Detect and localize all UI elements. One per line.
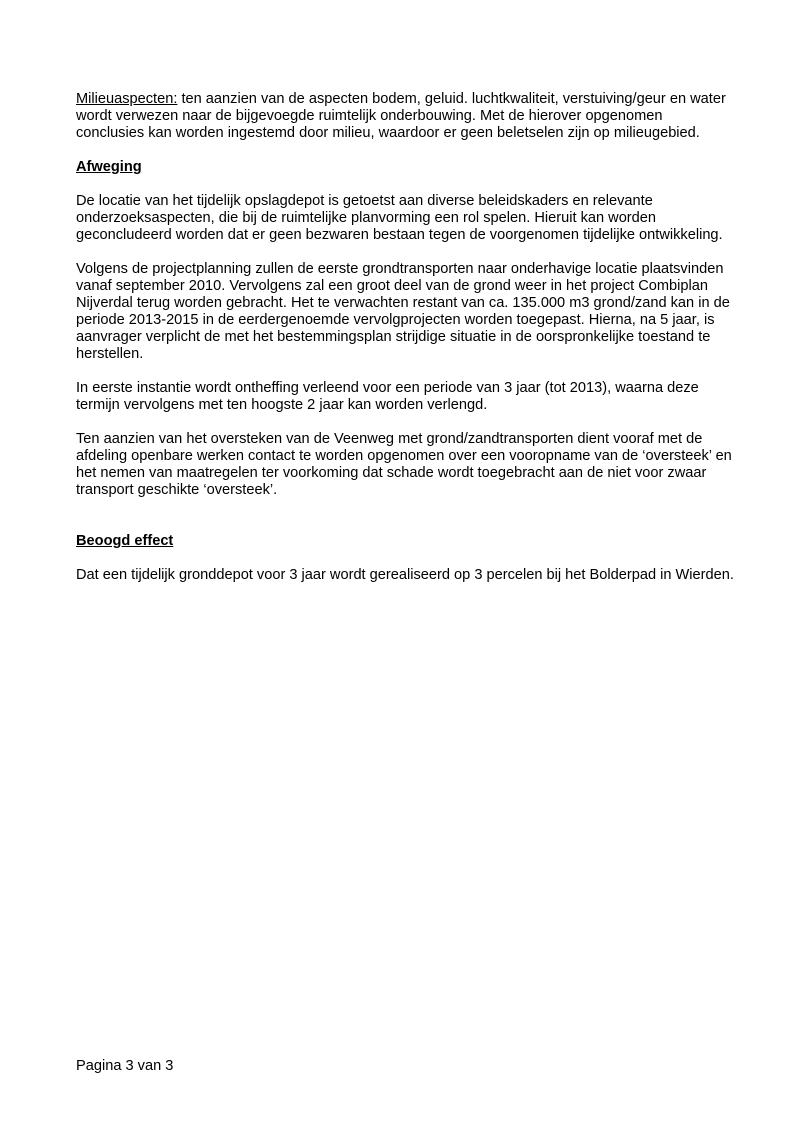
- afweging-p3-line-2: termijn vervolgens met ten hoogste 2 jaar kan worden verlengd.: [76, 397, 488, 413]
- milieu-line-3: conclusies kan worden ingestemd door milieu, waardoor er geen beletselen zijn op milieugebied.: [76, 125, 700, 141]
- document-body: [76, 91, 748, 601]
- afweging-paragraph-3: [76, 380, 748, 414]
- afweging-p2-line-6: herstellen.: [76, 346, 144, 362]
- afweging-p1-line-3: geconcludeerd worden dat er geen bezwaren bestaan tegen de voorgenomen tijdelijke ontwikkeling.: [76, 227, 723, 243]
- section-spacer: [76, 516, 748, 533]
- afweging-p4-line-1: Ten aanzien van het oversteken van de Veenweg met grond/zandtransporten dient vooraf met de: [76, 431, 703, 447]
- milieu-label: Milieuaspecten:: [76, 91, 178, 107]
- afweging-p3-line-1: In eerste instantie wordt ontheffing verleend voor een periode van 3 jaar (tot 2013), waarna deze: [76, 380, 699, 396]
- effect-paragraph: [76, 567, 748, 584]
- afweging-heading: Afweging: [76, 159, 142, 175]
- afweging-p1-line-1: De locatie van het tijdelijk opslagdepot is getoetst aan diverse beleidskaders en relevante: [76, 193, 653, 209]
- afweging-p2-line-4: periode 2013-2015 in de eerdergenoemde vervolgprojecten worden toegepast. Hierna, na 5 jaar, is: [76, 312, 715, 328]
- effect-heading: Beoogd effect: [76, 533, 174, 549]
- afweging-p2-line-1: Volgens de projectplanning zullen de eerste grondtransporten naar onderhavige locatie plaatsvinden: [76, 261, 724, 277]
- afweging-p4-line-2: afdeling openbare werken contact te worden opgenomen over een vooropname van de ‘oversteek’ en: [76, 448, 732, 464]
- afweging-p2-line-3: Nijverdal terug worden gebracht. Het te verwachten restant van ca. 135.000 m3 grond/zand kan in de: [76, 295, 730, 311]
- afweging-p4-line-3: het nemen van maatregelen ter voorkoming dat schade wordt toegebracht aan de niet voor zwaar: [76, 465, 707, 481]
- page-number-footer: Pagina 3 van 3: [76, 1058, 174, 1074]
- effect-line: Dat een tijdelijk gronddepot voor 3 jaar wordt gerealiseerd op 3 percelen bij het Bolderpad in Wierden.: [76, 567, 734, 583]
- milieu-text: ten aanzien van de aspecten bodem, geluid. luchtkwaliteit, verstuiving/geur en water: [177, 91, 726, 107]
- afweging-paragraph-1: [76, 193, 748, 244]
- afweging-p4-line-4: transport geschikte ‘oversteek’.: [76, 482, 278, 498]
- milieu-line-2: wordt verwezen naar de bijgevoegde ruimtelijk onderbouwing. Met de hierover opgenomen: [76, 108, 663, 124]
- afweging-paragraph-2: [76, 261, 748, 363]
- afweging-paragraph-4: [76, 431, 748, 499]
- afweging-p2-line-2: vanaf september 2010. Vervolgens zal een groot deel van de grond weer in het project Combiplan: [76, 278, 708, 294]
- afweging-p2-line-5: aanvrager verplicht de met het bestemmingsplan strijdige situatie in de oorspronkelijke toestand te: [76, 329, 711, 345]
- milieu-paragraph: [76, 91, 748, 142]
- afweging-p1-line-2: onderzoeksaspecten, die bij de ruimtelijke planvorming een rol spelen. Hieruit kan worden: [76, 210, 657, 226]
- milieu-line-1: [76, 91, 748, 108]
